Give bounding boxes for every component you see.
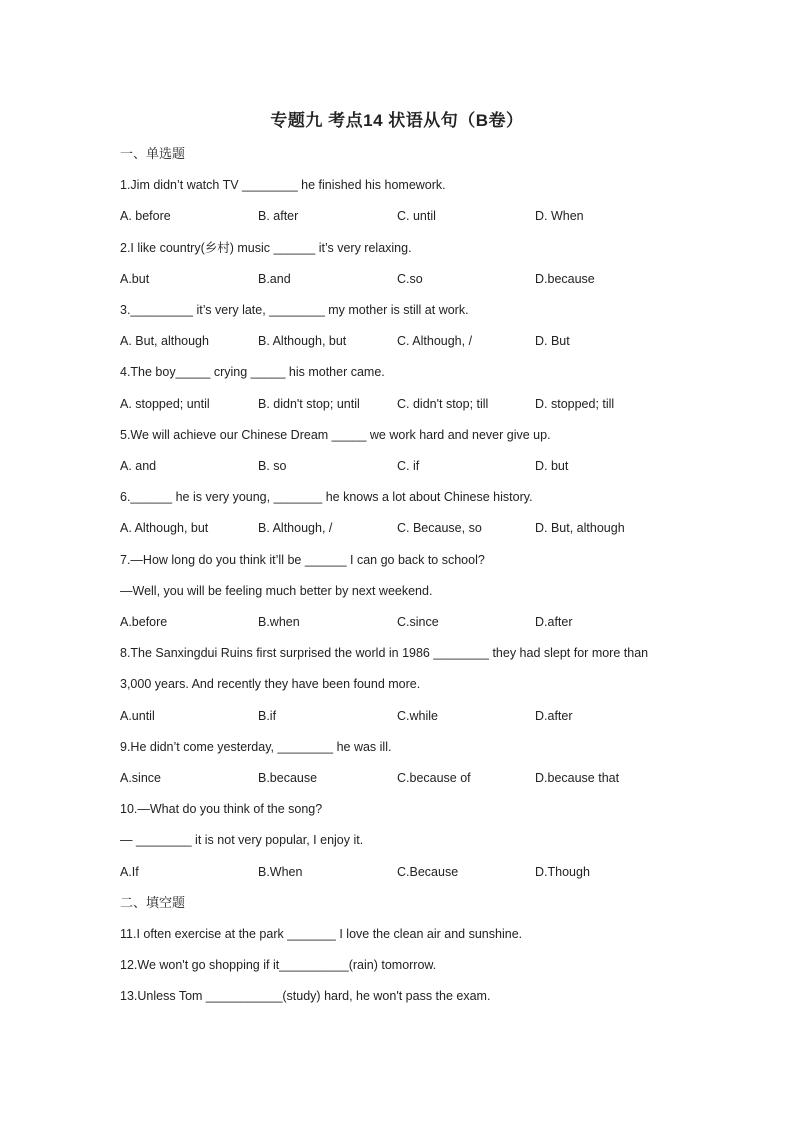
option-a[interactable]: A.until bbox=[120, 709, 155, 723]
option-a[interactable]: A. and bbox=[120, 459, 157, 473]
option-c[interactable]: C. Because, so bbox=[397, 521, 482, 535]
option-c[interactable]: C. didn't stop; till bbox=[397, 397, 489, 411]
option-c[interactable]: C. until bbox=[397, 209, 436, 223]
fill-question: 12.We won't go shopping if it__________(rain) tomorrow. bbox=[120, 958, 437, 972]
question-stem: 3._________ it’s very late, ________ my mother is still at work. bbox=[120, 303, 469, 317]
option-a[interactable]: A. Although, but bbox=[120, 521, 209, 535]
option-d[interactable]: D.after bbox=[535, 709, 573, 723]
option-b[interactable]: B. so bbox=[258, 459, 287, 473]
option-b[interactable]: B. didn't stop; until bbox=[258, 397, 360, 411]
option-b[interactable]: B.when bbox=[258, 615, 300, 629]
option-d[interactable]: D.because that bbox=[535, 771, 620, 785]
question-stem: 8.The Sanxingdui Ruins first surprised the world in 1986 ________ they had slept for more than bbox=[120, 646, 649, 660]
option-a[interactable]: A.but bbox=[120, 272, 150, 286]
option-c[interactable]: C.because of bbox=[397, 771, 471, 785]
option-c[interactable]: C.since bbox=[397, 615, 439, 629]
question-stem-continued: 3,000 years. And recently they have been found more. bbox=[120, 677, 421, 691]
question-stem: 9.He didn’t come yesterday, ________ he was ill. bbox=[120, 740, 392, 754]
question-stem: 2.I like country(乡村) music ______ it’s very relaxing. bbox=[120, 241, 412, 255]
question-stem: 6.______ he is very young, _______ he knows a lot about Chinese history. bbox=[120, 490, 533, 504]
option-c[interactable]: C.so bbox=[397, 272, 423, 286]
option-b[interactable]: B. after bbox=[258, 209, 299, 223]
option-a[interactable]: A. before bbox=[120, 209, 171, 223]
option-a[interactable]: A.If bbox=[120, 865, 139, 879]
question-stem: 1.Jim didn’t watch TV ________ he finished his homework. bbox=[120, 178, 446, 192]
option-b[interactable]: B. Although, / bbox=[258, 521, 333, 535]
option-a[interactable]: A.before bbox=[120, 615, 168, 629]
option-a[interactable]: A.since bbox=[120, 771, 161, 785]
option-c[interactable]: C. Although, / bbox=[397, 334, 473, 348]
question-stem-continued: — ________ it is not very popular, I enjoy it. bbox=[120, 833, 364, 847]
option-c[interactable]: C.Because bbox=[397, 865, 459, 879]
question-stem: 10.—What do you think of the song? bbox=[120, 802, 323, 816]
option-b[interactable]: B.When bbox=[258, 865, 303, 879]
option-d[interactable]: D.because bbox=[535, 272, 595, 286]
option-c[interactable]: C. if bbox=[397, 459, 420, 473]
section-heading-fill-blank: 二、填空题 bbox=[120, 895, 186, 910]
page-title: 专题九 考点14 状语从句（B卷） bbox=[270, 111, 524, 130]
option-c[interactable]: C.while bbox=[397, 709, 438, 723]
option-d[interactable]: D. But bbox=[535, 334, 570, 348]
section-heading-single-choice: 一、单选题 bbox=[120, 146, 186, 161]
option-d[interactable]: D.Though bbox=[535, 865, 590, 879]
option-b[interactable]: B.and bbox=[258, 272, 291, 286]
option-d[interactable]: D.after bbox=[535, 615, 573, 629]
question-stem: 7.—How long do you think it’ll be ______ I can go back to school? bbox=[120, 553, 485, 567]
option-b[interactable]: B.because bbox=[258, 771, 318, 785]
option-d[interactable]: D. but bbox=[535, 459, 569, 473]
option-b[interactable]: B. Although, but bbox=[258, 334, 347, 348]
option-b[interactable]: B.if bbox=[258, 709, 277, 723]
fill-question: 13.Unless Tom ___________(study) hard, he won't pass the exam. bbox=[120, 989, 491, 1003]
option-d[interactable]: D. stopped; till bbox=[535, 397, 615, 411]
option-a[interactable]: A. stopped; until bbox=[120, 397, 210, 411]
option-d[interactable]: D. But, although bbox=[535, 521, 625, 535]
option-d[interactable]: D. When bbox=[535, 209, 584, 223]
question-stem-continued: —Well, you will be feeling much better by next weekend. bbox=[120, 584, 433, 598]
question-stem: 5.We will achieve our Chinese Dream _____ we work hard and never give up. bbox=[120, 428, 551, 442]
fill-question: 11.I often exercise at the park _______ I love the clean air and sunshine. bbox=[120, 927, 523, 941]
question-stem: 4.The boy_____ crying _____ his mother came. bbox=[120, 365, 385, 379]
option-a[interactable]: A. But, although bbox=[120, 334, 209, 348]
